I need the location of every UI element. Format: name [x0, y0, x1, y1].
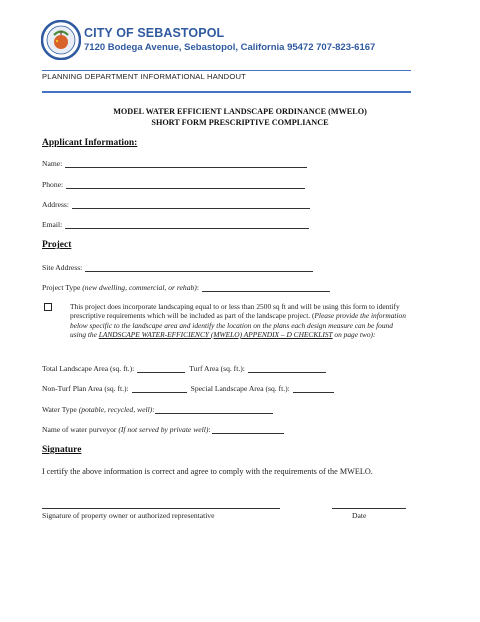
special-area-label: Special Landscape Area (sq. ft.): [190, 384, 290, 393]
turf-area-field[interactable] [248, 364, 326, 373]
header-rule-top [42, 70, 411, 71]
phone-label: Phone: [42, 180, 64, 189]
site-address-row [42, 263, 313, 272]
site-address-label: Site Address: [42, 263, 83, 272]
purveyor-colon: : [208, 425, 211, 434]
email-row [42, 220, 309, 229]
phone-row [42, 180, 305, 189]
project-type-row [42, 283, 330, 292]
email-field[interactable] [65, 220, 309, 229]
water-type-row [42, 405, 273, 414]
address-label: Address: [42, 200, 69, 209]
purveyor-row [42, 425, 284, 434]
total-area-label: Total Landscape Area (sq. ft.): [42, 364, 135, 373]
header-rule-bottom [42, 91, 411, 93]
signature-field[interactable] [42, 508, 280, 509]
name-label: Name: [42, 159, 63, 168]
date-field[interactable] [332, 508, 406, 509]
city-address-phone: 7120 Bodega Avenue, Sebastopol, California 95472 707-823-6167 [84, 42, 376, 53]
applicant-heading: Applicant Information: [42, 138, 138, 148]
turf-area-label: Turf Area (sq. ft.): [189, 364, 245, 373]
address-row [42, 200, 310, 209]
checkbox-text-1: This project does incorporate landscaping equal to or less than 2500 sq ft and will be using this form to identify prescriptive requirements which will be included as part of the landscape project. ( [70, 302, 400, 321]
special-area-field[interactable] [293, 384, 334, 393]
water-type-hint: (potable, recycled, well) [78, 405, 153, 414]
department-label: PLANNING DEPARTMENT INFORMATIONAL HANDOUT [42, 72, 246, 81]
checkbox-text-2: Please provide the information below specific to the landscape area and identify the location on the plans each design measure can be found using the [70, 311, 406, 339]
project-type-colon: : [196, 283, 199, 292]
purveyor-hint: (If not served by private well) [118, 425, 209, 434]
certification-statement: I certify the above information is correct and agree to comply with the requirements of the MWELO. [42, 467, 373, 476]
project-heading: Project [42, 240, 72, 250]
name-field[interactable] [65, 159, 307, 168]
purveyor-field[interactable] [212, 425, 284, 434]
site-address-field[interactable] [85, 263, 313, 272]
water-type-field[interactable] [155, 405, 273, 414]
purveyor-label: Name of water purveyor [42, 425, 117, 434]
area-row-2 [42, 384, 334, 393]
address-field[interactable] [72, 200, 310, 209]
signature-label: Signature of property owner or authorized representative [42, 511, 215, 520]
nonturf-area-field[interactable] [132, 384, 187, 393]
area-row-1 [42, 364, 326, 373]
date-label: Date [352, 511, 367, 520]
project-type-field[interactable] [202, 283, 330, 292]
city-seal-logo [41, 20, 81, 60]
email-label: Email: [42, 220, 63, 229]
checkbox-text-3: on page two): [332, 329, 376, 339]
form-title-line-1: MODEL WATER EFFICIENT LANDSCAPE ORDINANCE (MWELO) [113, 107, 367, 116]
water-type-label: Water Type [42, 405, 77, 414]
signature-heading: Signature [42, 445, 82, 455]
small-project-statement [70, 302, 410, 339]
project-type-label: Project Type [42, 283, 81, 292]
form-title-line-2: SHORT FORM PRESCRIPTIVE COMPLIANCE [151, 118, 329, 127]
appendix-d-checklist-link[interactable]: LANDSCAPE WATER-EFFICIENCY (MWELO) APPENDIX – D CHECKLIST [98, 329, 333, 339]
nonturf-area-label: Non-Turf Plan Area (sq. ft.): [42, 384, 129, 393]
city-name: CITY OF SEBASTOPOL [84, 26, 225, 40]
total-area-field[interactable] [137, 364, 185, 373]
small-project-checkbox[interactable] [44, 303, 52, 311]
name-row [42, 159, 307, 168]
phone-field[interactable] [66, 180, 305, 189]
water-type-colon: : [152, 405, 155, 414]
project-type-hint: (new dwelling, commercial, or rehab) [82, 283, 197, 292]
